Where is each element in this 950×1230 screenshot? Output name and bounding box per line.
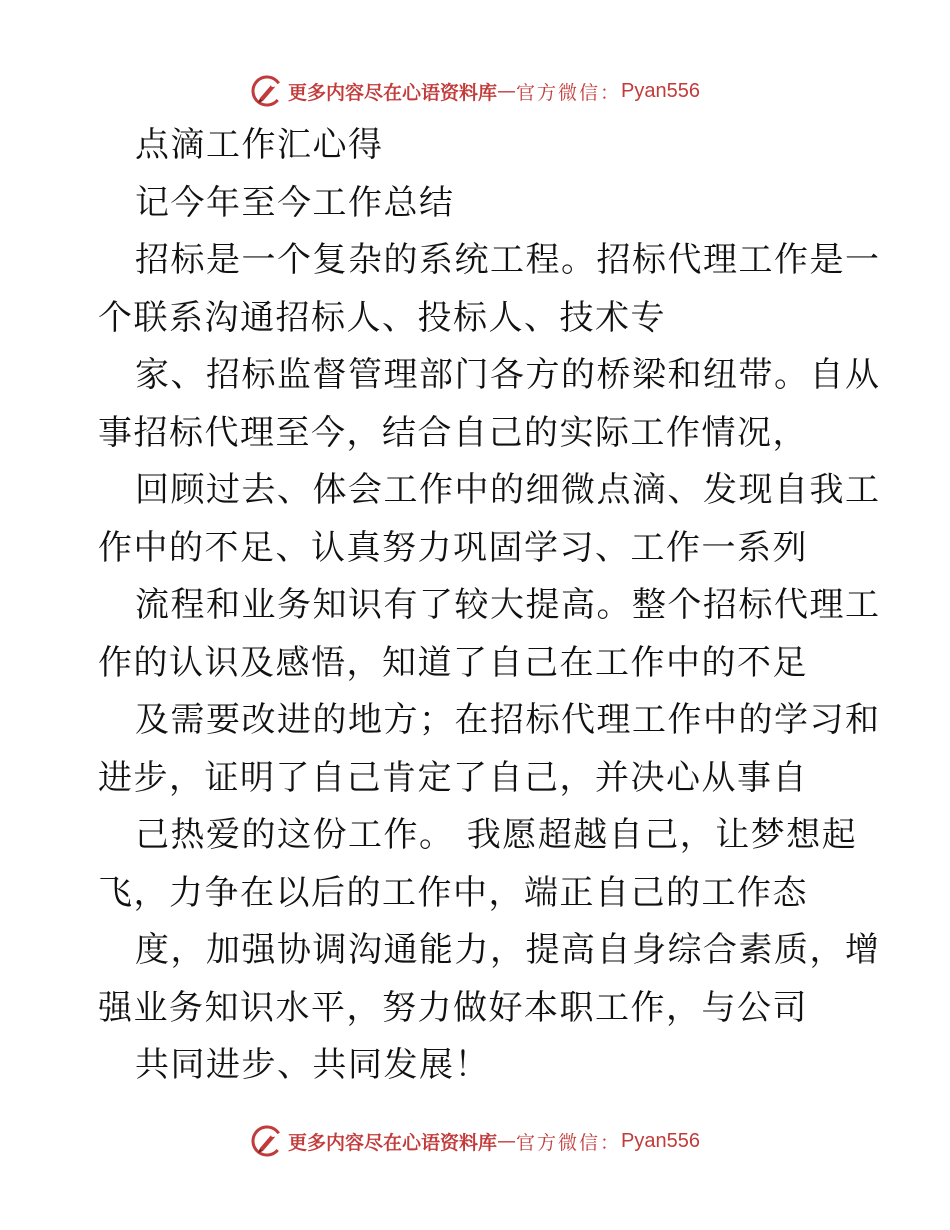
paragraph-line: 家、招标监督管理部门各方的桥梁和纽带。自从 (135, 355, 881, 395)
header-wechat-id: Pyan556 (621, 79, 700, 102)
paragraph-line: 回顾过去、体会工作中的细微点滴、发现自我工 (135, 470, 881, 510)
paragraph-line: 作的认识及感悟，知道了自己在工作中的不足 (98, 642, 808, 683)
document-title: 点滴工作汇心得 (135, 125, 384, 165)
header-separator: — (497, 80, 517, 102)
header-banner (0, 71, 950, 111)
paragraph-line: 作中的不足、认真努力巩固学习、工作一系列 (98, 527, 808, 568)
paragraph-line: 共同进步、共同发展！ (135, 1045, 490, 1085)
footer-separator: — (497, 1130, 517, 1152)
footer-official-text: 官方微信： (516, 1131, 622, 1154)
paragraph-line: 流程和业务知识有了较大提高。整个招标代理工 (135, 585, 881, 625)
footer-banner (0, 1121, 950, 1161)
paragraph-line: 强业务知识水平，努力做好本职工作，与公司 (98, 987, 808, 1028)
pen-nib-logo-icon (250, 74, 284, 108)
pen-nib-logo-icon (250, 1124, 284, 1158)
paragraph-line: 度，加强协调沟通能力，提高自身综合素质，增 (135, 930, 881, 970)
document-subtitle: 记今年至今工作总结 (135, 182, 455, 223)
paragraph-line: 飞，力争在以后的工作中，端正自己的工作态 (98, 872, 808, 913)
footer-brand-text: 更多内容尽在心语资料库 (288, 1131, 498, 1154)
paragraph-line: 个联系沟通招标人、投标人、技术专 (98, 297, 666, 338)
header-official-text: 官方微信： (516, 81, 622, 104)
paragraph-line: 招标是一个复杂的系统工程。招标代理工作是一 (135, 240, 881, 280)
paragraph-line: 事招标代理至今，结合自己的实际工作情况， (98, 412, 808, 453)
paragraph-line: 进步，证明了自己肯定了自己，并决心从事自 (98, 757, 808, 798)
document-body (98, 117, 881, 1095)
header-brand-text: 更多内容尽在心语资料库 (288, 81, 498, 104)
footer-wechat-id: Pyan556 (621, 1129, 700, 1152)
paragraph-line: 己热爱的这份工作。 我愿超越自己，让梦想起 (135, 815, 858, 855)
paragraph-line: 及需要改进的地方；在招标代理工作中的学习和 (135, 700, 881, 740)
